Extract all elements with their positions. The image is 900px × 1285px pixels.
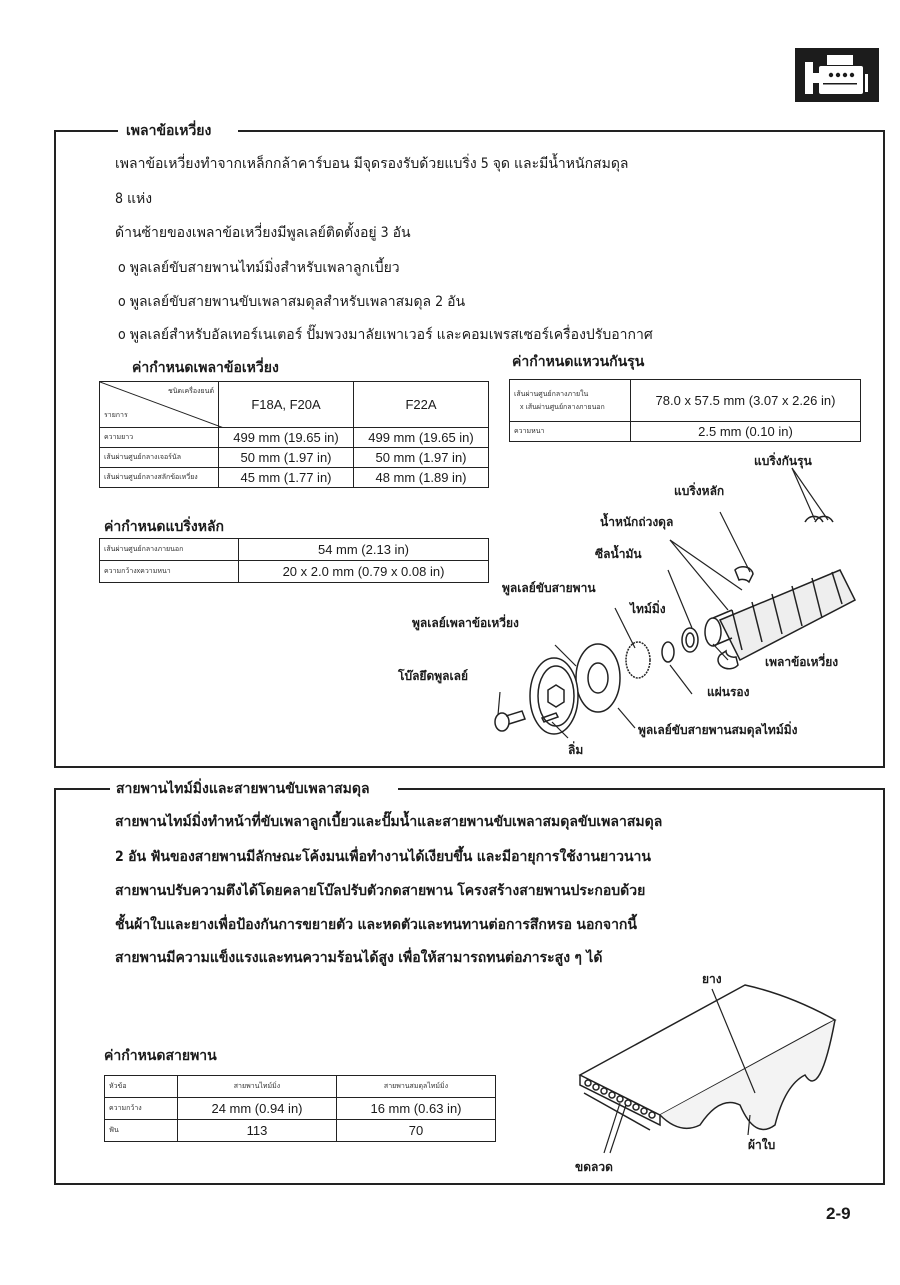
label-canvas: ผ้าใบ bbox=[748, 1138, 776, 1152]
bullet-item bbox=[118, 324, 653, 346]
belt-spec-table bbox=[104, 1075, 496, 1142]
paragraph-line: สายพานไทม์มิ่งทำหน้าที่ขับเพลาลูกเบี้ยวและปั๊มน้ำและสายพานขับเพลาสมดุลขับเพลาสมดุล bbox=[115, 814, 663, 830]
paragraph-line: สายพานมีความแข็งแรงและทนความร้อนได้สูง เพื่อให้สามารถทนต่อภาระสูง ๆ ได้ bbox=[115, 950, 603, 966]
row-label bbox=[510, 380, 631, 422]
label-rubber: ยาง bbox=[702, 972, 722, 986]
paragraph-line: เพลาข้อเหวี่ยงทำจากเหล็กกล้าคาร์บอน มีจุดรองรับด้วยแบริ่ง 5 จุด และมีน้ำหนักสมดุล bbox=[115, 156, 629, 172]
paragraph-line: ด้านซ้ายของเพลาข้อเหวี่ยงมีพูลเลย์ติดตั้งอยู่ 3 อัน bbox=[115, 225, 411, 241]
row-label: ความยาว bbox=[100, 428, 219, 448]
table-row bbox=[510, 422, 861, 442]
label-main-bearing: แบริ่งหลัก bbox=[674, 484, 725, 498]
label-washer: แผ่นรอง bbox=[707, 685, 750, 699]
bullet-text: พูลเลย์ขับสายพานขับเพลาสมดุลสำหรับเพลาสมดุล 2 อัน bbox=[129, 294, 466, 310]
cell-value: 16 mm (0.63 in) bbox=[337, 1098, 496, 1120]
bullet-item bbox=[118, 257, 400, 279]
thrust-spec-title: ค่ากำหนดแหวนกันรุน bbox=[512, 354, 645, 370]
label-balancer-pulley: พูลเลย์ขับสายพานสมดุลไทม์มิ่ง bbox=[638, 723, 798, 737]
label-timing-pulley-2: ไทม์มิ่ง bbox=[630, 602, 666, 616]
bullet-text: พูลเลย์ขับสายพานไทม์มิ่งสำหรับเพลาลูกเบี้ยว bbox=[129, 260, 400, 276]
label-crankshaft: เพลาข้อเหวี่ยง bbox=[765, 655, 839, 669]
bearing-spec-table bbox=[99, 538, 489, 583]
bullet-item bbox=[118, 291, 465, 313]
cell-value: 78.0 x 57.5 mm (3.07 x 2.26 in) bbox=[631, 380, 861, 422]
cell-value: 45 mm (1.77 in) bbox=[219, 468, 354, 488]
cell-value: 499 mm (19.65 in) bbox=[219, 428, 354, 448]
label-key: ลิ่ม bbox=[568, 743, 584, 757]
label-wire: ขดลวด bbox=[575, 1160, 613, 1174]
label-crank-pulley: พูลเลย์เพลาข้อเหวี่ยง bbox=[412, 616, 519, 630]
bullet-symbol: o bbox=[118, 260, 126, 276]
corner-header bbox=[100, 382, 219, 428]
row-label: เส้นผ่านศูนย์กลางเจอร์นัล bbox=[100, 448, 219, 468]
corner-top-label: ชนิดเครื่องยนต์ bbox=[168, 388, 214, 395]
corner-bottom-label: รายการ bbox=[104, 412, 128, 419]
table-row bbox=[100, 468, 489, 488]
label-timing-pulley: พูลเลย์ขับสายพาน bbox=[502, 581, 596, 595]
paragraph-line: ชั้นผ้าใบและยางเพื่อป้องกันการขยายตัว และหดตัวและทนทานต่อการสึกหรอ นอกจากนี้ bbox=[115, 917, 637, 933]
paragraph-line: 2 อัน ฟันของสายพานมีลักษณะโค้งมนเพื่อทำงานได้เงียบขึ้น และมีอายุการใช้งานยาวนาน bbox=[115, 849, 651, 865]
paragraph-line: สายพานปรับความตึงได้โดยคลายโบ๊ลปรับตัวกดสายพาน โครงสร้างสายพานประกอบด้วย bbox=[115, 883, 646, 899]
table-row bbox=[100, 448, 489, 468]
row-label: ความกว้างxความหนา bbox=[100, 561, 239, 583]
thrust-spec-table bbox=[509, 379, 861, 442]
crankshaft-spec-table bbox=[99, 381, 489, 488]
row-label: ความกว้าง bbox=[105, 1098, 178, 1120]
cell-value: 50 mm (1.97 in) bbox=[219, 448, 354, 468]
cell-value: 113 bbox=[178, 1120, 337, 1142]
belt-spec-title: ค่ากำหนดสายพาน bbox=[104, 1048, 217, 1064]
table-row bbox=[100, 428, 489, 448]
row-label: ความหนา bbox=[510, 422, 631, 442]
cell-value: 50 mm (1.97 in) bbox=[354, 448, 489, 468]
column-header: F18A, F20A bbox=[219, 382, 354, 428]
engine-icon bbox=[795, 48, 879, 102]
cell-value: 54 mm (2.13 in) bbox=[239, 539, 489, 561]
paragraph-line: 8 แห่ง bbox=[115, 191, 153, 207]
row-label-line: x เส้นผ่านศูนย์กลางภายนอก bbox=[520, 403, 605, 411]
row-label-line: เส้นผ่านศูนย์กลางภายใน bbox=[514, 390, 589, 398]
crankshaft-exploded-diagram bbox=[470, 460, 870, 760]
cell-value: 24 mm (0.94 in) bbox=[178, 1098, 337, 1120]
row-label: เส้นผ่านศูนย์กลางภายนอก bbox=[100, 539, 239, 561]
row-label: เส้นผ่านศูนย์กลางสลักข้อเหวี่ยง bbox=[100, 468, 219, 488]
crankshaft-spec-title: ค่ากำหนดเพลาข้อเหวี่ยง bbox=[132, 360, 279, 376]
column-header: สายพานสมดุลไทม์มิ่ง bbox=[337, 1076, 496, 1098]
label-thrust-washer: แบริ่งกันรุน bbox=[754, 454, 812, 468]
table-row bbox=[100, 561, 489, 583]
column-header: F22A bbox=[354, 382, 489, 428]
cell-value: 48 mm (1.89 in) bbox=[354, 468, 489, 488]
column-header: สายพานไทม์มิ่ง bbox=[178, 1076, 337, 1098]
column-header: หัวข้อ bbox=[105, 1076, 178, 1098]
page-number: 2-9 bbox=[826, 1204, 851, 1223]
belt-cross-section-diagram bbox=[570, 975, 850, 1165]
cell-value: 70 bbox=[337, 1120, 496, 1142]
label-oil-seal: ซีลน้ำมัน bbox=[595, 547, 642, 561]
table-row bbox=[105, 1120, 496, 1142]
bullet-symbol: o bbox=[118, 327, 126, 343]
cell-value: 20 x 2.0 mm (0.79 x 0.08 in) bbox=[239, 561, 489, 583]
bullet-text: พูลเลย์สำหรับอัลเทอร์เนเตอร์ ปั๊มพวงมาลัยเพาเวอร์ และคอมเพรสเซอร์เครื่องปรับอากาศ bbox=[129, 327, 653, 343]
cell-value: 499 mm (19.65 in) bbox=[354, 428, 489, 448]
table-row bbox=[100, 539, 489, 561]
table-row bbox=[510, 380, 861, 422]
cell-value: 2.5 mm (0.10 in) bbox=[631, 422, 861, 442]
label-counterweight: น้ำหนักถ่วงดุล bbox=[600, 515, 674, 529]
bearing-spec-title: ค่ากำหนดแบริ่งหลัก bbox=[104, 519, 225, 535]
label-pulley-bolt: โบ๊ลยึดพูลเลย์ bbox=[398, 669, 468, 683]
section-title: เพลาข้อเหวี่ยง bbox=[126, 123, 212, 139]
table-header-row bbox=[105, 1076, 496, 1098]
bullet-symbol: o bbox=[118, 294, 126, 310]
row-label: ฟัน bbox=[105, 1120, 178, 1142]
table-row bbox=[105, 1098, 496, 1120]
section-title: สายพานไทม์มิ่งและสายพานขับเพลาสมดุล bbox=[116, 781, 370, 797]
